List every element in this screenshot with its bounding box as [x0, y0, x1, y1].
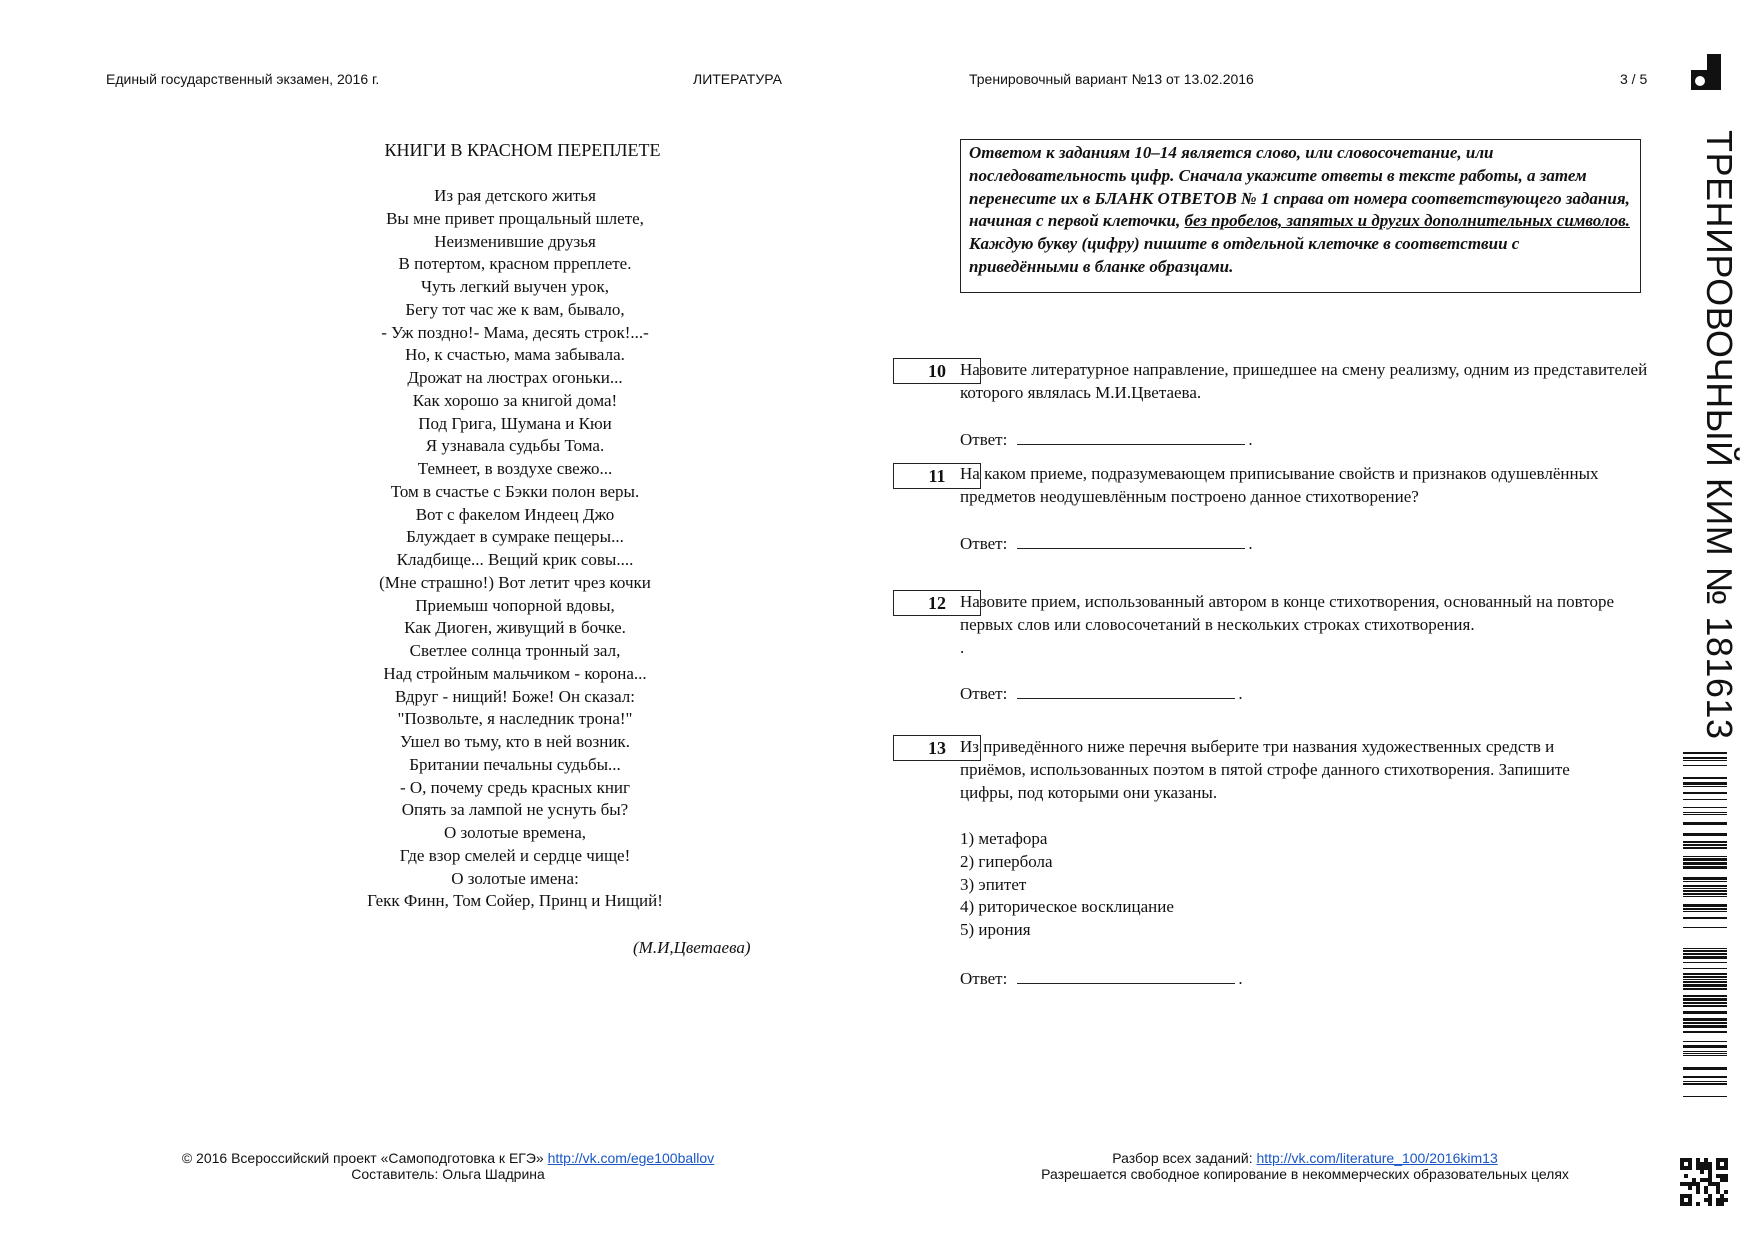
- poem-line: Над стройным мальчиком - корона...: [383, 663, 647, 683]
- poem-line: Вы мне привет прощальный шлете,: [386, 208, 644, 228]
- poem-line: О золотые имена:: [451, 868, 579, 888]
- barcode-icon: [1683, 752, 1727, 1102]
- poem-line: Неизменившие друзья: [434, 231, 596, 251]
- answer-label: Ответ:: [960, 684, 1008, 703]
- poem-line: Том в счастье с Бэкки полон веры.: [390, 481, 640, 501]
- header-page-number: 3 / 5: [1620, 71, 1648, 87]
- instruction-text-underlined: без пробелов, запятых и других дополнительных символов.: [1184, 211, 1630, 231]
- poem-line: Бегу тот час же к вам, бывало,: [405, 299, 625, 319]
- qr-code-icon: [1680, 1158, 1728, 1206]
- poem-line: Гекк Финн, Том Сойер, Принц и Нищий!: [367, 891, 663, 911]
- poem-title: КНИГИ В КРАСНОМ ПЕРЕПЛЕТЕ: [384, 140, 661, 160]
- footer-analysis-label: Разбор всех заданий:: [1112, 1150, 1253, 1166]
- answer-field-10[interactable]: [1017, 428, 1245, 445]
- answer-field-12[interactable]: [1017, 682, 1235, 699]
- poem-line: Светлее солнца тронный зал,: [409, 641, 621, 660]
- footer-vk-link[interactable]: http://vk.com/ege100ballov: [547, 1150, 715, 1166]
- option-item: 5) ирония: [960, 920, 1031, 940]
- task-number-11: 11: [893, 463, 981, 489]
- side-kim-title: ТРЕНИРОВОЧНЫЙ КИМ № 181613: [1699, 130, 1740, 740]
- answer-label: Ответ:: [960, 430, 1008, 449]
- answer-row-10: Ответ: .: [960, 430, 1253, 449]
- task-text-11: На каком приеме, подразумевающем приписывание свойств и признаков одушевлённых предметов неодушевлённым построено данное стихотворение?: [960, 464, 1599, 506]
- answer-row-11: Ответ: .: [960, 534, 1253, 553]
- poem-line: (Мне страшно!) Вот летит чрез кочки: [379, 572, 651, 592]
- poem-line: Но, к счастью, мама забывала.: [405, 345, 625, 365]
- task-number-10: 10: [893, 358, 981, 384]
- poem-line: Как хорошо за книгой дома!: [412, 390, 618, 410]
- footer-left: [168, 1150, 728, 1182]
- task-13-options: [960, 828, 1174, 942]
- poem-line: Британии печальны судьбы...: [409, 754, 621, 774]
- poem-line: Блуждает в сумраке пещеры...: [406, 527, 624, 547]
- poem-line: Вот с факелом Индеец Джо: [415, 504, 615, 524]
- poem-line: Темнеет, в воздухе свежо...: [417, 459, 613, 478]
- poem-line: Как Диоген, живущий в бочке.: [404, 618, 626, 638]
- poem-line: Под Грига, Шумана и Кюи: [418, 413, 612, 433]
- poem-line: Кладбище... Вещий крик совы....: [396, 550, 634, 569]
- poem-line: Я узнавала судьбы Тома.: [425, 436, 605, 456]
- poem-author: (М.И,Цветаева): [633, 938, 751, 957]
- answer-field-13[interactable]: [1017, 967, 1235, 984]
- task-number-12: 12: [893, 590, 981, 616]
- footer-analysis-link[interactable]: http://vk.com/literature_100/2016kim13: [1256, 1150, 1498, 1166]
- task-number-13: 13: [893, 735, 981, 761]
- poem-line: О золотые времена,: [443, 823, 587, 842]
- task-text-12-main: Назовите прием, использованный автором в конце стихотворения, основанный на повторе первых слов или словосочетаний в нескольких строках стихотворения.: [960, 592, 1614, 634]
- poem-line: Из рая детского житья: [434, 186, 596, 205]
- instruction-text-part1: Ответом к заданиям 10–14 является слово, или словосочетание, или последовательность цифр. Сначала укажите ответы в тексте работы, а затем перенесите их в БЛАНК ОТВЕТОВ № 1 справа от номера соответствующего задания, начиная с первой клеточки,: [969, 143, 1630, 231]
- task-text-13: Из приведённого ниже перечня выберите три названия художественных средств и приёмов, использованных поэтом в пятой строфе данного стихотворения. Запишите цифры, под которыми они указаны.: [960, 737, 1570, 802]
- poem-line: Дрожат на люстрах огоньки...: [407, 368, 623, 387]
- answer-row-12: Ответ: .: [960, 684, 1243, 703]
- task-text-12-extra: .: [960, 638, 965, 657]
- answer-label: Ответ:: [960, 534, 1008, 553]
- instruction-text-part2: Каждую букву (цифру) пишите в отдельной клеточке в соответствии с приведёнными в бланке образцами.: [969, 234, 1520, 276]
- poem-text: [315, 185, 715, 913]
- corner-marker-icon: [1691, 54, 1721, 90]
- option-item: 1) метафора: [960, 829, 1048, 848]
- option-item: 2) гипербола: [960, 851, 1053, 871]
- poem-line: Чуть легкий выучен урок,: [420, 277, 610, 296]
- header-subject: ЛИТЕРАТУРА: [693, 71, 782, 87]
- poem-line: Вдруг - нищий! Боже! Он сказал:: [394, 686, 636, 706]
- footer-right: [1010, 1150, 1600, 1182]
- poem-line: Опять за лампой не уснуть бы?: [401, 800, 629, 820]
- header-variant: Тренировочный вариант №13 от 13.02.2016: [969, 71, 1254, 87]
- instruction-box: [960, 139, 1641, 293]
- answer-row-13: Ответ: .: [960, 969, 1243, 988]
- poem-line: - Уж поздно!- Мама, десять строк!...-: [381, 322, 649, 342]
- poem-line: Ушел во тьму, кто в ней возник.: [400, 732, 630, 751]
- header-exam-title: Единый государственный экзамен, 2016 г.: [106, 71, 380, 87]
- poem-line: В потертом, красном прреплете.: [398, 254, 632, 274]
- poem-line: Где взор смелей и сердце чище!: [399, 845, 631, 865]
- footer-author: Составитель: Ольга Шадрина: [351, 1166, 545, 1182]
- poem-line: - О, почему средь красных книг: [399, 777, 630, 797]
- task-text-12: [960, 590, 1670, 659]
- task-text-10: Назовите литературное направление, пришедшее на смену реализму, одним из представителей которого являлась М.И.Цветаева.: [960, 360, 1648, 402]
- answer-field-11[interactable]: [1017, 532, 1245, 549]
- poem-line: "Позвольте, я наследник трона!": [397, 709, 633, 729]
- footer-copyright: © 2016 Всероссийский проект «Самоподготовка к ЕГЭ»: [181, 1150, 544, 1166]
- poem-line: Приемыш чопорной вдовы,: [415, 595, 615, 615]
- option-item: 4) риторическое восклицание: [960, 897, 1174, 917]
- answer-label: Ответ:: [960, 969, 1008, 988]
- footer-copy-note: Разрешается свободное копирование в некоммерческих образовательных целях: [1041, 1166, 1569, 1182]
- option-item: 3) эпитет: [960, 874, 1027, 894]
